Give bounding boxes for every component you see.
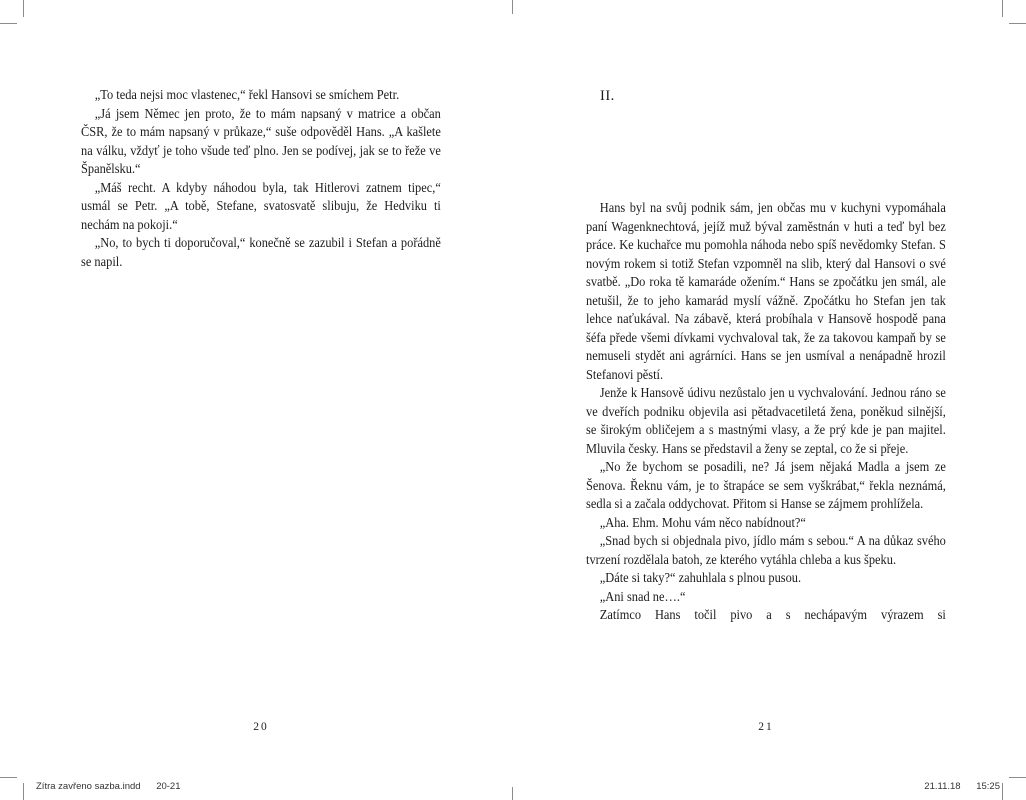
page-left-text-block <box>81 86 441 271</box>
slug-time: 15:25 <box>976 781 1000 792</box>
page-number-left: 20 <box>253 721 269 733</box>
paragraph: „Já jsem Němec jen proto, že to mám napsaný v matrice a občan ČSR, že to mám napsaný v průkaze,“ suše odpověděl Hans. „A kašlete na válku, vždyť je toho všude teď plno. Jen se podívej, jak se to řeže ve Španělsku.“ <box>81 105 441 176</box>
paragraph: „Aha. Ehm. Mohu vám něco nabídnout?“ <box>599 514 806 530</box>
paragraph: „To teda nejsi moc vlastenec,“ řekl Hansovi se smíchem Petr. <box>94 87 400 102</box>
paragraph: „No, to bych ti doporučoval,“ konečně se zazubil i Stefan a pořádně se napil. <box>81 235 441 269</box>
crop-mark-top-left-horizontal <box>0 23 17 24</box>
paragraph: Zatímco Hans točil pivo a s nechápavým výrazem si <box>599 607 946 622</box>
paragraph: Hans byl na svůj podnik sám, jen občas mu v kuchyni vypomáhala paní Wagenknechtová, jejíž muž býval zaměstnán v huti a teď byl bez práce. Ke kuchařce mu pomohla náhoda nebo spíš nevědomky Stefan. S novým rokem si totiž Stefan vzpomněl na slib, který dal Hansovi o své svatbě. „Do roka tě kamaráde ožením.“ Hans se zpočátku jen smál, ale netušil, že to jeho kamarád myslí vážně. Zpočátku ho Stefan jen tak lehce naťukával. Na zábavě, která probíhala v Hansově hospodě pana šéfa přede všemi dívkami vychvaloval tak, že za takovou kampaň by se nemuseli stydět ani agrárníci. Hans se jen usmíval a nenápadně hrozil Stefanovi pěstí. <box>586 200 946 382</box>
paragraph: „Dáte si taky?“ zahuhlala s plnou pusou. <box>599 570 802 585</box>
crop-mark-top-center <box>512 0 513 14</box>
slug-date: 21.11.18 <box>924 781 961 792</box>
crop-mark-top-right-vertical <box>1002 0 1003 17</box>
slug-page-range: 20-21 <box>156 781 181 792</box>
crop-mark-top-left-vertical <box>23 0 24 17</box>
paragraph: „No že bychom se posadili, ne? Já jsem nějaká Madla a jsem ze Šenova. Řeknu vám, je to štrapáce se sem vyškrábat,“ řekla neznámá, sedla si a začala oddychovat. Přitom si Hanse se zájmem prohlížela. <box>586 459 946 511</box>
paragraph: Jenže k Hansově údivu nezůstalo jen u vychvalování. Jednou ráno se ve dveřích podniku objevila asi pětadvacetiletá žena, poněkud silnější, se širokým obličejem a s mastnými vlasy, a že prý kde je pan majitel. Mluvila česky. Hans se představil a ženy se zeptal, co že si přeje. <box>586 385 946 456</box>
page-right-text-block <box>586 199 946 625</box>
slug-line-left <box>36 781 181 792</box>
crop-mark-bottom-left-vertical <box>23 783 24 800</box>
crop-mark-top-right-horizontal <box>1009 23 1026 24</box>
chapter-heading: II. <box>600 88 615 104</box>
crop-mark-bottom-right-vertical <box>1002 783 1003 800</box>
page-number-right: 21 <box>758 721 774 733</box>
slug-filename: Zítra zavřeno sazba.indd <box>36 781 141 792</box>
paragraph: „Máš recht. A kdyby náhodou byla, tak Hitlerovi zatnem tipec,“ usmál se Petr. „A tobě, Stefane, svatosvatě slibuju, že Hedviku ti nechám na pokoji.“ <box>81 179 441 232</box>
crop-mark-bottom-right-horizontal <box>1009 777 1026 778</box>
crop-mark-bottom-left-horizontal <box>0 777 17 778</box>
paragraph: „Ani snad ne….“ <box>599 588 686 604</box>
slug-line-right <box>924 781 1000 792</box>
crop-mark-bottom-center <box>512 787 513 800</box>
paragraph: „Snad bych si objednala pivo, jídlo mám s sebou.“ A na důkaz svého tvrzení rozdělala batoh, ze kterého vytáhla chleba a kus špeku. <box>586 533 946 567</box>
